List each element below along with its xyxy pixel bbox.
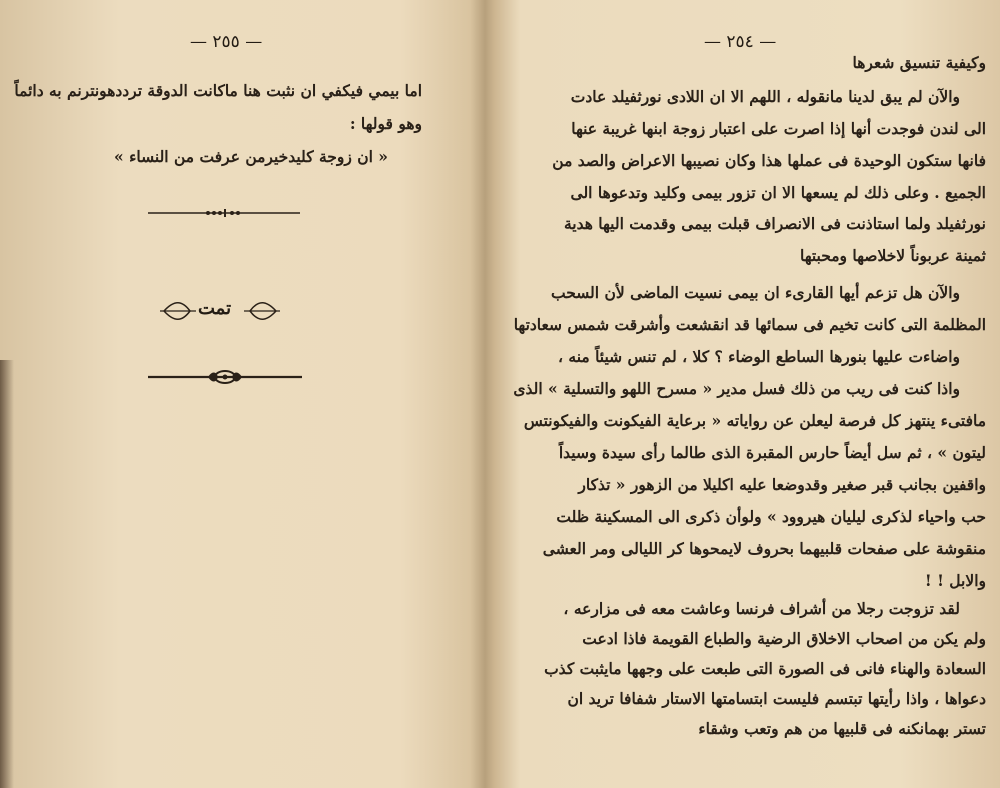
text-line: فانها ستكون الوحيدة فى عملها هذا وكان نصيبها الاعراض والصد من [552, 151, 986, 170]
text-line: المظلمة التى كانت تخيم فى سمائها قد انقشعت وأشرقت شمس سعادتها [513, 315, 986, 334]
text-line: حب واحياء لذكرى ليليان هيروود » ولوأن ذكرى الى المسكينة ظلت [556, 507, 986, 526]
text-line: « ان زوجة كليدخيرمن عرفت من النساء » [113, 147, 388, 166]
finis-text: تمت [198, 298, 232, 319]
text-line: واضاءت عليها بنورها الساطع الوضاء ؟ كلا ، لم تنس شيئاً منه ، [558, 347, 960, 366]
text-line: تستر بهمانكنه فى قلبيها من هم وتعب وشقاء [698, 719, 986, 738]
text-line: ثمينة عربوناً لاخلاصها ومحبتها [800, 246, 986, 265]
text-line: مافتىء ينتهز كل فرصة ليعلن عن رواياته « برعاية الفيكونت والفيكونتس [523, 411, 986, 430]
text-line: لقد تزوجت رجلا من أشراف فرنسا وعاشت معه فى مزارعه ، [563, 599, 960, 618]
text-line: الجميع . وعلى ذلك لم يسعها الا ان تزور بيمى وكليد وتدعوها الى [570, 183, 986, 202]
right-page [492, 0, 1000, 788]
text-line: ولم يكن من اصحاب الاخلاق الرضية والطباع القويمة فاذا ادعت [582, 629, 986, 648]
text-line: والآن هل تزعم أيها القارىء ان بيمى نسيت الماضى لأن السحب [550, 283, 960, 302]
text-line: وكيفية تنسيق شعرها [852, 53, 986, 72]
text-line: السعادة والهناء فانى فى الصورة التى طبعت على وجهها مايثبت كذب [544, 659, 986, 678]
edge-shadow [0, 360, 14, 788]
text-line: منقوشة على صفحات قلبيهما بحروف لايمحوها كر الليالى ومر العشى [542, 539, 986, 558]
text-line: والآن لم يبق لدينا مانقوله ، اللهم الا ان اللادى نورثفيلد عادت [570, 87, 960, 106]
finis-ornament [160, 296, 280, 326]
left-page [0, 0, 480, 788]
text-line: الى لندن فوجدت أنها إذا اصرت على اعتبار زوجة ابنها غريبة عنها [571, 119, 986, 138]
text-line: دعواها ، واذا رأيتها تبتسم فليست ابتسامتها الاستار شفافا تريد ان [567, 689, 986, 708]
text-line: والابل ! ! [924, 571, 986, 590]
divider-ornament [148, 206, 300, 220]
text-line: واذا كنت فى ريب من ذلك فسل مدير « مسرح اللهو والتسلية » الذى [513, 379, 960, 398]
page-number-left: — ٢٥٥ — [190, 32, 263, 52]
text-line: نورثفيلد ولما استاذنت فى الانصراف قبلت بيمى وقدمت اليها هدية [563, 214, 986, 233]
text-line: واقفين بجانب قبر صغير وقدوضعا عليه اكليلا من الزهور « تذكار [578, 475, 986, 494]
tail-ornament [148, 368, 302, 386]
text-line: وهو قولها : [349, 114, 422, 133]
page-number-right: — ٢٥٤ — [704, 32, 777, 52]
text-line: اما بيمي فيكفي ان نثبت هنا ماكانت الدوقة ترددهونترنم به دائماً [14, 81, 422, 100]
text-line: ليتون » ، ثم سل أيضاً حارس المقبرة الذى طالما رأى سيدة وسيداً [558, 443, 986, 462]
